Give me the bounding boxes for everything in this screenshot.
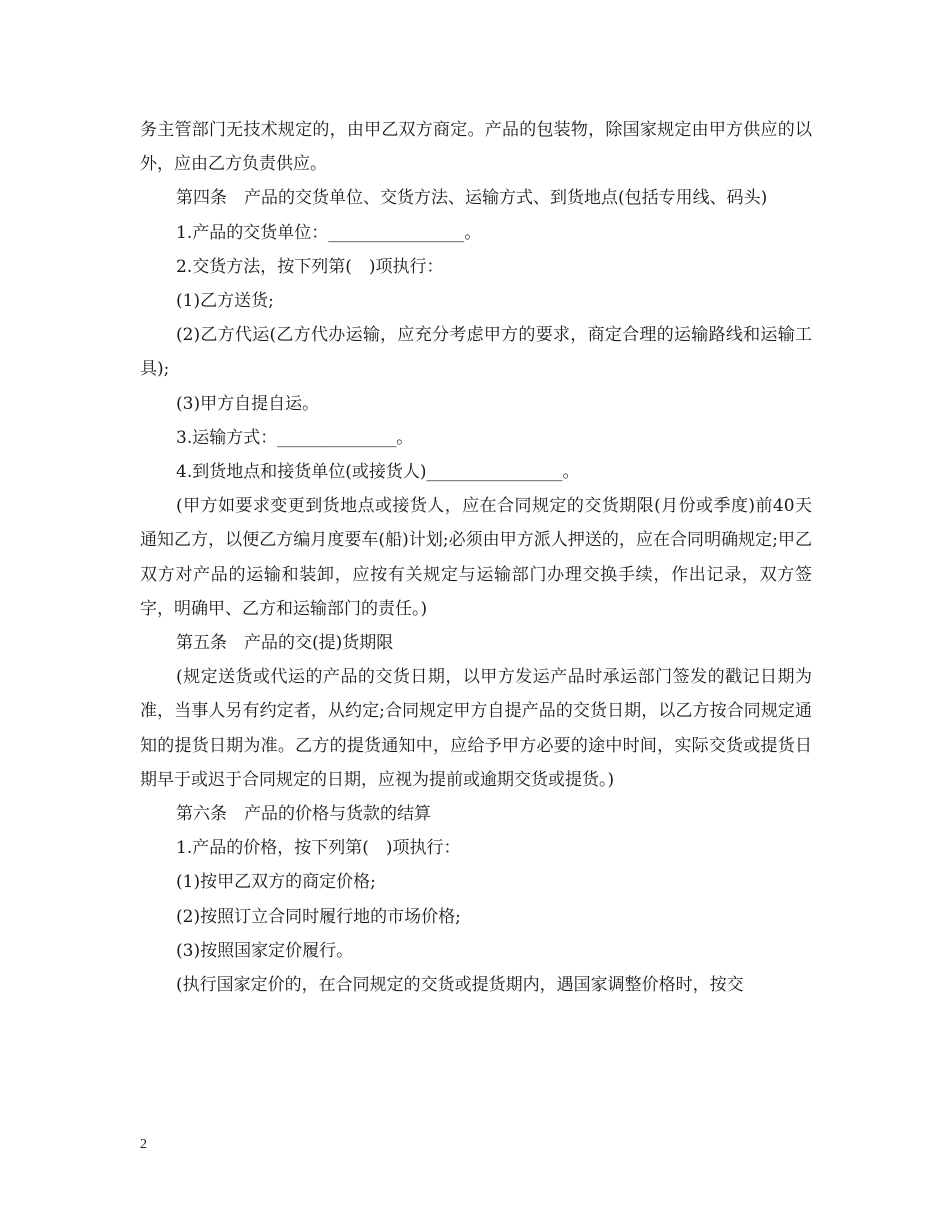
page-number: 2: [140, 1137, 147, 1152]
paragraph: (2)按照订立合同时履行地的市场价格;: [176, 906, 461, 927]
paragraph: (3)甲方自提自运。: [176, 393, 320, 414]
article-6-heading: 第六条 产品的价格与货款的结算: [176, 804, 431, 825]
paragraph: (2)乙方代运(乙方代办运输，应充分考虑甲方的要求，商定合理的运输路线和运输工具);: [140, 325, 812, 380]
paragraph: (执行国家定价的，在合同规定的交货或提货期内，遇国家调整价格时，按交: [176, 975, 744, 996]
article-4-heading: 第四条 产品的交货单位、交货方法、运输方式、到货地点(包括专用线、码头): [176, 188, 768, 209]
paragraph: 3.运输方式：______________。: [176, 427, 414, 448]
paragraph: (1)乙方送货;: [176, 291, 274, 312]
paragraph: (1)按甲乙双方的商定价格;: [176, 872, 376, 893]
paragraph: (3)按照国家定价履行。: [176, 940, 354, 961]
paragraph: 务主管部门无技术规定的，由甲乙双方商定。产品的包装物，除国家规定由甲方供应的以外，应由乙方负责供应。: [140, 120, 812, 175]
paragraph: (甲方如要求变更到货地点或接货人，应在合同规定的交货期限(月份或季度)前40天通知乙方，以便乙方编月度要车(船)计划;必须由甲方派人押送的，应在合同明确规定;甲乙双方对产品的运输和装卸，应按有关规定与运输部门办理交换手续，作出记录，双方签字，明确甲、乙方和运输部门的责任。): [140, 496, 812, 619]
document-body: [140, 113, 812, 1002]
paragraph: 2.交货方法，按下列第( )项执行：: [176, 256, 444, 277]
paragraph: 1.产品的价格，按下列第( )项执行：: [176, 838, 461, 859]
article-5-heading: 第五条 产品的交(提)货期限: [176, 633, 394, 654]
paragraph: 4.到货地点和接货单位(或接货人)________________。: [176, 462, 580, 483]
paragraph: (规定送货或代运的产品的交货日期，以甲方发运产品时承运部门签发的戳记日期为准，当事人另有约定者，从约定;合同规定甲方自提产品的交货日期，以乙方按合同规定通知的提货日期为准。乙方的提货通知中，应给予甲方必要的途中时间，实际交货或提货日期早于或迟于合同规定的日期，应视为提前或逾期交货或提货。): [140, 667, 812, 790]
paragraph: 1.产品的交货单位：________________。: [176, 222, 482, 243]
